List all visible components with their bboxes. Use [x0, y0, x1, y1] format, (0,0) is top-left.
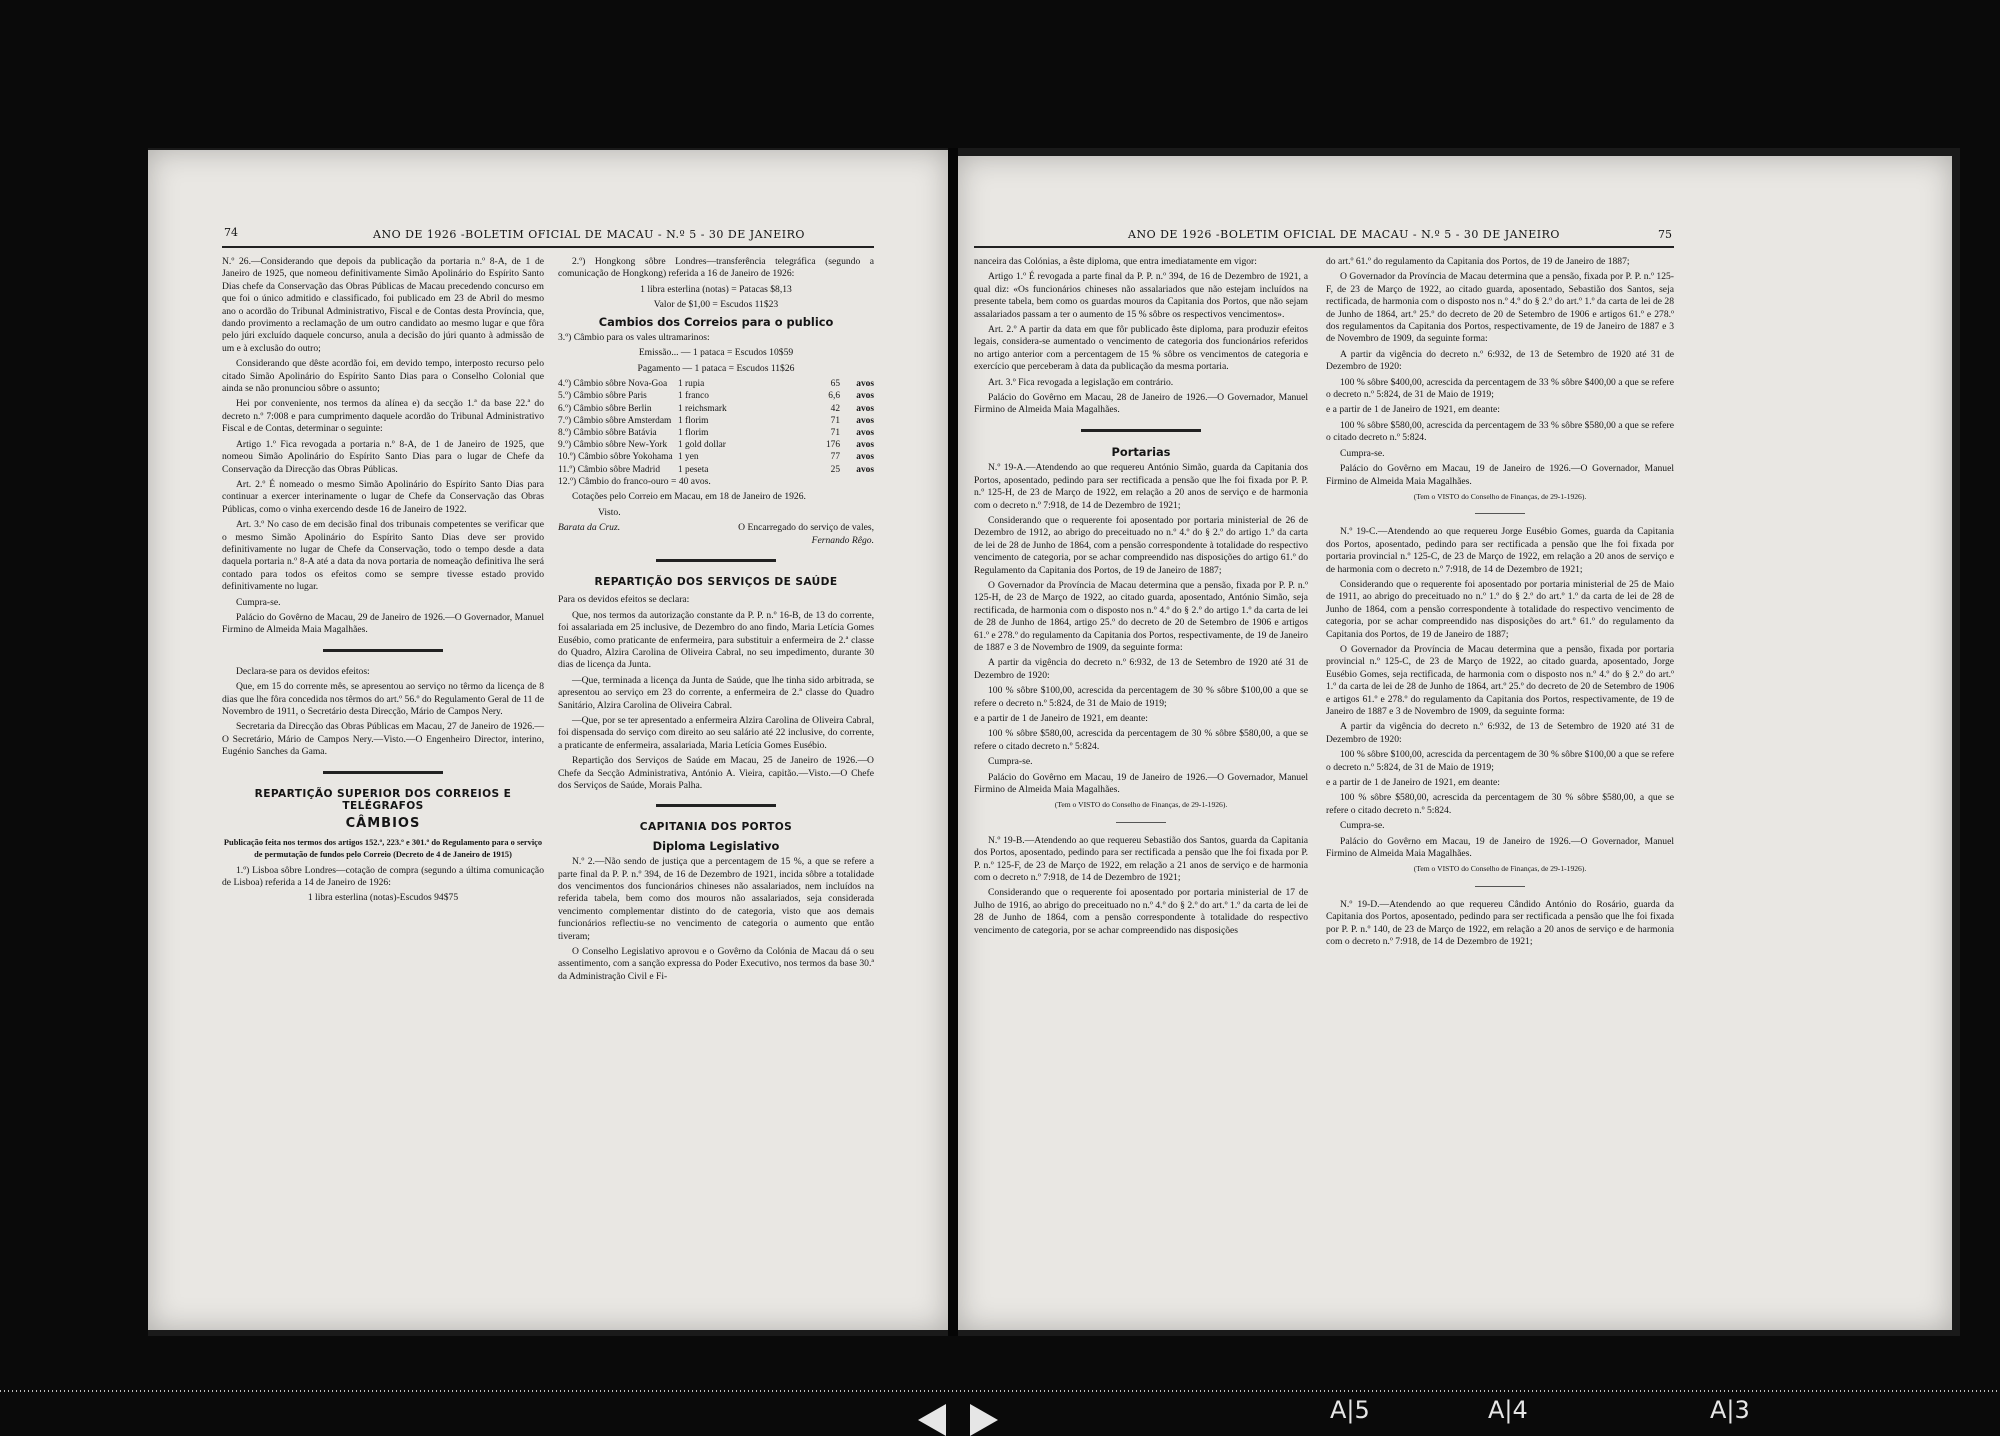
cambios-publico-title: Cambios dos Correios para o publico — [598, 314, 834, 329]
paragraph: Palácio do Govêrno de Macau, 29 de Janeiro de 1926.—O Governador, Manuel Firmino de Almeida Maia Magalhães. — [222, 611, 544, 636]
film-marker: A|5 — [1330, 1396, 1370, 1424]
rate-unit-avos: avos — [856, 415, 874, 426]
rate-place: 8.º) Câmbio sôbre Batávia — [558, 428, 657, 439]
paragraph: Art. 3.º No caso de em decisão final dos tribunais competentes se verificar que o mesmo Simão Apolinário do Espírito Santo Dias deve ser provido definitivamente no lugar de Chefe da Conservação, todo o tempo desde a data daquela portaria n.º 8-A até a data da nova portaria de nomeação definitiva lhe será contado para todos os efeitos como se sempre tivesse estado provido definitivamente no lugar. — [222, 519, 544, 593]
paragraph: do art.º 61.º do regulamento da Capitania dos Portos, de 19 de Janeiro de 1887; — [1326, 256, 1630, 267]
rate-place: 10.º) Câmbio sôbre Yokohama — [558, 452, 673, 463]
film-arrow-left-icon — [918, 1404, 946, 1436]
rate-unit: 1 franco — [678, 391, 709, 402]
encarregado-label: O Encarregado do serviço de vales, — [738, 522, 874, 534]
saude-section-title: REPARTIÇÃO DOS SERVIÇOS DE SAÚDE — [594, 575, 838, 588]
film-marker: A|4 — [1488, 1396, 1528, 1424]
signature-row — [558, 522, 874, 534]
paragraph: Cumpra-se. — [988, 756, 1033, 768]
header-rule — [222, 246, 874, 248]
rate-unit-avos: avos — [856, 391, 874, 402]
separator-rule — [1475, 886, 1525, 887]
paragraph: Palácio do Govêrno em Macau, 19 de Janeiro de 1926.—O Governador, Manuel Firmino de Almeida Maia Magalhães. — [974, 771, 1308, 796]
paragraph: N.º 2.—Não sendo de justiça que a percentagem de 15 %, a que se refere a parte final da P. P. n.º 394, de 16 de Dezembro de 1921, incida sôbre a totalidade dos vencimentos dos funcionários chineses não assalariados, nem incluídos na referida tabela, bem como dos mouros não assalariados, seja considerada vencimento complementar distinto do de categoria, visto que aos demais funcionários reflectiu-se no vencimento de categoria o aumento que então tiveram; — [558, 856, 874, 942]
rate-unit: 1 gold dollar — [678, 440, 726, 451]
film-arrow-right-icon — [970, 1404, 998, 1436]
section-rule — [656, 804, 776, 807]
paragraph: Que, em 15 do corrente mês, se apresentou ao serviço no têrmo da licença de 8 dias que lhe fôra concedida nos têrmos do art.º 56.º do Regulamento Geral de 11 de Novembro de 1911, o Secretário desta Direcção, Mário de Campos Nery. — [222, 681, 544, 717]
right-column-1 — [974, 256, 1308, 940]
section-rule — [323, 649, 443, 652]
paragraph: Art. 3.º Fica revogada a legislação em contrário. — [988, 376, 1174, 388]
paragraph: 100 % sôbre $400,00, acrescida da percentagem de 33 % sôbre $400,00 a que se refere o decreto n.º 5:824, de 31 de Maio de 1919; — [1326, 376, 1674, 401]
exchange-rate-row — [558, 378, 874, 390]
visto-note: (Tem o VISTO do Conselho de Finanças, de 29-1-1926). — [1413, 491, 1587, 501]
paragraph: N.º 19-C.—Atendendo ao que requereu Jorge Eusébio Gomes, guarda da Capitania dos Portos, aposentado, pedindo para ser rectificada a pensão que lhe foi fixada por portaria provincial n.º 125-C, de 23 de Março de 1922, em relação a 20 anos de serviço e de harmonia com o decreto n.º 7:918, de 14 de Dezembro de 1921; — [1326, 526, 1674, 575]
paragraph: O Conselho Legislativo aprovou e o Govêrno da Colónia de Macau dá o seu assentimento, com a sanção expressa do Poder Executivo, nos termos da base 30.ª da Administração Civil e Fi- — [558, 946, 874, 982]
left-column-2 — [558, 256, 874, 986]
rate-unit: 1 rupia — [678, 379, 705, 390]
centered-line: 1 libra esterlina (notas)-Escudos 94$75 — [307, 892, 459, 904]
paragraph: Hei por conveniente, nos termos da alínea e) da secção 1.ª da base 22.ª do decreto n.º 7:008 e para cumprimento daquele acordão do Tribunal Administrativo Fiscal e de Contas, determinar o seguinte: — [222, 398, 544, 435]
paragraph: 100 % sôbre $580,00, acrescida da percentagem de 33 % sôbre $580,00 a que se refere o citado decreto n.º 5:824. — [1326, 419, 1674, 444]
rate-unit-avos: avos — [856, 403, 874, 414]
paragraph: N.º 19-D.—Atendendo ao que requereu Cândido António do Rosário, guarda da Capitania dos Portos, aposentado, pedindo para ser rectificada a pensão que lhe foi fixada por P. P. n.º 140, de 23 de Março de 1922, em relação a 20 anos de serviço e de harmonia com o decreto n.º 7:918, de 14 de Dezembro de 1921; — [1326, 898, 1674, 948]
centered-line: Valor de $1,00 = Escudos 11$23 — [653, 299, 779, 311]
paragraph: Cumpra-se. — [236, 596, 281, 608]
page-number: 75 — [1658, 228, 1672, 241]
section-title: CÂMBIOS — [345, 816, 421, 832]
rate-unit: 1 peseta — [678, 464, 709, 475]
visto-note: (Tem o VISTO do Conselho de Finanças, de 29-1-1926). — [1413, 864, 1587, 874]
publication-note: Publicação feita nos termos dos artigos 152.º, 223.º e 301.º do Regulamento para o serviço de permutação de fundos pelo Correio (Decreto de 4 de Janeiro de 1915) — [223, 837, 543, 860]
paragraph: Palácio do Govêrno em Macau, 28 de Janeiro de 1926.—O Governador, Manuel Firmino de Almeida Maia Magalhães. — [974, 392, 1308, 416]
paragraph: Palácio do Govêrno em Macau, 19 de Janeiro de 1926.—O Governador, Manuel Firmino de Almeida Maia Magalhães. — [1326, 463, 1674, 487]
paragraph: Considerando que o requerente foi aposentado por portaria ministerial de 26 de Dezembro de 1912, ao abrigo do preceituado no n.º 4.º do § 2.º do artigo 1.º da carta de lei de 28 de Junho de 1864, com a pensão correspondente à totalidade do respectivo vencimento de categoria, por se achar compreendido nas disposições do artigo 61.º do Regulamento da Capitania dos Portos, de 19 de Janeiro de 1887; — [974, 514, 1308, 576]
paragraph: O Governador da Província de Macau determina que a pensão, fixada por portaria provincial n.º 125-C, de 23 de Março de 1922, ao citado guarda, aposentado, Jorge Eusébio Gomes, seja rectificada, de harmonia com o disposto nos n.º 4.º do § 2.º do art.º 1.º da carta de lei de 28 de Junho de 1864, art.º 25.º do decreto de 20 de Setembro de 1906 e artigos 61.º e 278.º do regulamento da Capitania dos Portos, respectivamente, de 19 de Janeiro de 1887 e 3 de Novembro de 1909, da seguinte forma: — [1326, 643, 1674, 717]
exchange-rate-row — [558, 390, 874, 402]
exchange-rate-row — [558, 439, 874, 451]
exchange-rate-row — [558, 464, 874, 476]
paragraph: Artigo 1.º Fica revogada a portaria n.º 8-A, de 1 de Janeiro de 1925, que nomeou Simão Apolinário do Espírito Santo Dias para o lugar de Chefe da Conservação da Direcção das Obras Públicas. — [222, 438, 544, 475]
paragraph: 100 % sôbre $100,00, acrescida da percentagem de 30 % sôbre $100,00 a que se refere o decreto n.º 5:824, de 31 de Maio de 1919; — [974, 685, 1308, 709]
rate-value: 25 — [830, 464, 840, 475]
paragraph: e a partir de 1 de Janeiro de 1921, em deante: — [1326, 777, 1500, 789]
paragraph: O Governador da Província de Macau determina que a pensão, fixada por P. P. n.º 125-F, de 23 de Março de 1922, ao citado guarda, aposentado, Sebastião dos Santos, seja rectificada, de harmonia com o disposto nos n.º 4.º do § 2.º do art.º 1.º da carta de lei de 28 de Junho de 1864, art.º 25.º do decreto de 20 de Setembro de 1906 e artigos 61.º e 278.º dos regulamentos da Capitania dos Portos, respectivamente, de 19 de Janeiro de 1887 e 3 de Novembro de 1909, da seguinte forma: — [1326, 271, 1674, 345]
page-number: 74 — [224, 226, 238, 239]
paragraph: A partir da vigência do decreto n.º 6:932, de 13 de Setembro de 1920 até 31 de Dezembro de 1920: — [1326, 348, 1674, 373]
rate-unit-avos: avos — [856, 464, 874, 475]
rate-value: 176 — [825, 440, 840, 451]
exchange-rate-row — [558, 403, 874, 415]
film-marker: A|3 — [1710, 1396, 1750, 1424]
paragraph: Declara-se para os devidos efeitos: — [236, 665, 370, 677]
running-head: ANO DE 1926 -BOLETIM OFICIAL DE MACAU - N.º 5 - 30 DE JANEIRO — [373, 228, 805, 241]
rate-place: 6.º) Câmbio sôbre Berlin — [558, 403, 652, 414]
emissao-rate: Emissão... — 1 pataca = Escudos 10$59 — [638, 347, 794, 359]
rate-value: 65 — [830, 379, 840, 390]
paragraph: Art. 2.º A partir da data em que fôr publicado êste diploma, para produzir efeitos legais, considera-se aumentado o vencimento de categoria dos funcionários referidos no artigo anterior com a percentagem de 15 % sôbre os vencimentos de categoria e exercício que perceberam à data da publicação da mesma portaria. — [974, 324, 1308, 373]
running-head: ANO DE 1926 -BOLETIM OFICIAL DE MACAU - N.º 5 - 30 DE JANEIRO — [1128, 228, 1560, 241]
franco-ouro-rate: 12.º) Câmbio do franco-ouro = 40 avos. — [558, 475, 711, 487]
section-rule — [656, 559, 776, 562]
signature-rego: Fernando Rêgo. — [811, 534, 874, 546]
film-edge-line — [0, 1390, 2000, 1392]
exchange-rate-row — [558, 415, 874, 427]
paragraph: 100 % sôbre $580,00, acrescida da percentagem de 30 % sôbre $580,00, a que se refere o citado decreto n.º 5:824. — [974, 728, 1308, 752]
paragraph: 100 % sôbre $100,00, acrescida da percentagem de 30 % sôbre $100,00 a que se refere o decreto n.º 5:824, de 31 de Maio de 1919; — [1326, 749, 1674, 773]
paragraph: Secretaria da Direcção das Obras Públicas em Macau, 27 de Janeiro de 1926.—O Secretário, Mário de Campos Nery.—Visto.—O Engenheiro Director, interino, Eugénio Sanches da Gama. — [222, 721, 544, 758]
cotacoes-date: Cotações pelo Correio em Macau, em 18 de Janeiro de 1926. — [572, 491, 806, 503]
diploma-title: Diploma Legislativo — [652, 838, 780, 853]
rate-unit: 1 reichsmark — [678, 403, 727, 414]
paragraph: Considerando que o requerente foi aposentado por portaria ministerial de 17 de Julho de 1916, ao abrigo do preceituado no n.º 4.º do § 2.º do art.º 1.º da carta de lei de 28 de Junho de 1864, com a pensão correspondente à totalidade do respectivo vencimento de categoria, por se achar compreendido nas disposições — [974, 887, 1308, 936]
rate-place: 11.º) Câmbio sôbre Madrid — [558, 464, 661, 475]
separator-rule — [1475, 513, 1525, 514]
page-75 — [958, 156, 1952, 1330]
section-rule — [1081, 429, 1201, 432]
paragraph: nanceira das Colónias, a êste diploma, que entra imediatamente em vigor: — [974, 256, 1257, 267]
rate-value: 42 — [830, 403, 840, 414]
header-rule — [974, 246, 1674, 248]
paragraph: 2.º) Hongkong sôbre Londres—transferência telegráfica (segundo a comunicação de Hongkong) referida a 16 de Janeiro de 1926: — [558, 256, 874, 280]
paragraph: Palácio do Govêrno em Macau, 19 de Janeiro de 1926.—O Governador, Manuel Firmino de Almeida Maia Magalhães. — [1326, 835, 1674, 860]
paragraph: O Governador da Província de Macau determina que a pensão, fixada por P. P. n.º 125-H, de 23 de Março de 1922, ao citado guarda, aposentado, António Simão, seja rectificada, de harmonia com o disposto nos n.º 4.º do § 2.º do artigo 1.º da carta de lei de 28 de Junho de 1864, artigo 25.º do decreto de 20 de Setembro de 1906 e artigos 61.º e 278.º do regulamento da Capitania dos Portos, respectivamente, de 19 de Janeiro de 1887 e 3 de Novembro de 1909, da seguinte forma: — [974, 579, 1308, 653]
rate-place: 9.º) Câmbio sôbre New-York — [558, 440, 668, 451]
exchange-rate-row — [558, 451, 874, 463]
page-74 — [148, 150, 948, 1330]
exchange-rate-row — [558, 427, 874, 439]
rate-unit: 1 florim — [678, 415, 709, 426]
section-rule — [323, 771, 443, 774]
visto: Visto. — [598, 506, 621, 518]
section-title: REPARTIÇÃO SUPERIOR DOS CORREIOS E TELÉGRAFOS — [254, 787, 512, 813]
paragraph: Considerando que o requerente foi aposentado por portaria ministerial de 25 de Maio de 1911, ao abrigo do preceituado no n.º 1.º do § 2.º do art.º 1.º da carta de lei de 28 de Junho de 1864, com a pensão correspondente à totalidade do respectivo vencimento de categoria, por se achar compreendido nas disposições do art.º 61.º do regulamento da Capitania dos Portos, de 19 de Janeiro de 1887; — [1326, 578, 1674, 640]
rate-place: 5.º) Câmbio sôbre Paris — [558, 391, 647, 402]
signature-barata: Barata da Cruz. — [558, 522, 621, 534]
rate-unit-avos: avos — [856, 440, 874, 451]
paragraph: Repartição dos Serviços de Saúde em Macau, 25 de Janeiro de 1926.—O Chefe da Secção Administrativa, António A. Vieira, capitão.—Visto.—O Chefe dos Serviços de Saúde, Morais Palha. — [558, 755, 874, 791]
rate-unit-avos: avos — [856, 428, 874, 439]
exchange-rate-list — [558, 378, 874, 476]
paragraph: Cumpra-se. — [1340, 820, 1385, 832]
rate-unit-avos: avos — [856, 452, 874, 463]
vales-intro: 3.º) Câmbio para os vales ultramarinos: — [558, 332, 710, 344]
rate-unit: 1 florim — [678, 428, 709, 439]
paragraph: Art. 2.º É nomeado o mesmo Simão Apolinário do Espírito Santo Dias para continuar a exercer interinamente o lugar de Chefe da Conservação das Obras Públicas, como o vinha exercendo desde 16 de Janeiro de 1922. — [222, 478, 544, 515]
paragraph: e a partir de 1 de Janeiro de 1921, em deante: — [1326, 404, 1500, 416]
paragraph: Que, nos termos da autorização constante da P. P. n.º 16-B, de 13 do corrente, foi assalariada em 25 inclusive, de Dezembro do ano findo, Maria Letícia Gomes Eusébio, como praticante de enfermeira, para substituir a enfermeira de 2.ª classe do Quadro, Alzira Carolina de Oliveira Cabral, no seu impedimento, durante 30 dias de licença da Junta. — [558, 609, 874, 671]
paragraph: —Que, terminada a licença da Junta de Saúde, que lhe tinha sido arbitrada, se apresentou ao serviço em 23 do corrente, a enfermeira de 2.ª classe do Quadro Sanitário, Alzira Carolina de Oliveira Cabral. — [558, 674, 874, 711]
rate-value: 71 — [830, 428, 840, 439]
visto-note: (Tem o VISTO do Conselho de Finanças, de 29-1-1926). — [1054, 800, 1228, 810]
paragraph: A partir da vigência do decreto n.º 6:932, de 13 de Setembro de 1920 até 31 de Dezembro de 1920: — [1326, 721, 1674, 745]
separator-rule — [1116, 822, 1166, 823]
paragraph: Artigo 1.º É revogada a parte final da P. P. n.º 394, de 16 de Dezembro de 1921, a qual diz: «Os funcionários chineses não assalariados que não estejam incluídos na presente tabela, bem como os guardas mouros da Capitania dos Portos, que não sejam assalariados passam a ter o aumento de 15 % sôbre os respectivos vencimentos». — [974, 271, 1308, 320]
rate-place: 4.º) Câmbio sôbre Nova-Goa — [558, 379, 668, 390]
paragraph: Considerando que dêste acordão foi, em devido tempo, interposto recurso pelo citado Simão Apolinário do Espírito Santo Dias para o Conselho Colonial que ainda se não pronunciou sôbre o assunto; — [222, 358, 544, 395]
portos-section-title: CAPITANIA DOS PORTOS — [639, 821, 793, 834]
paragraph: 100 % sôbre $580,00, acrescida da percentagem de 30 % sôbre $580,00, a que se refere o citado decreto n.º 5:824. — [1326, 792, 1674, 816]
paragraph: A partir da vigência do decreto n.º 6:932, de 13 de Setembro de 1920 até 31 de Dezembro de 1920: — [974, 657, 1308, 681]
paragraph: Cumpra-se. — [1340, 447, 1385, 459]
bulletin-spread — [148, 148, 1960, 1336]
subsection-title: Portarias — [1111, 444, 1171, 459]
paragraph: N.º 19-B.—Atendendo ao que requereu Sebastião dos Santos, guarda da Capitania dos Portos, aposentado, pedindo para ser rectificada a pensão que lhe foi fixada por P. P. n.º 125-F, de 23 de Março de 1922, em relação a 21 anos de serviço e de harmonia com o decreto n.º 7:918, de 14 de Dezembro de 1921; — [974, 834, 1308, 884]
rate-value: 77 — [830, 452, 840, 463]
rate-unit: 1 yen — [678, 452, 699, 463]
paragraph: N.º 26.—Considerando que depois da publicação da portaria n.º 8-A, de 1 de Janeiro de 1925, que nomeou definitivamente Simão Apolinário do Espírito Santo Dias chefe da Conservação das Obras Públicas de Macau precedendo concurso em que foi o único admitido e classificado, foi publicado em 23 de Abril do mesmo ano o acordão do Tribunal Administrativo, Fiscal e de Contas desta Província, que, dando provimento a reclamação de um outro candidato ao mesmo lugar e que fôra pelo júri excluído daquele concurso, anula a decisão do júri quanto à admissão de um e à exclusão do outro; — [222, 256, 544, 354]
pagamento-rate: Pagamento — 1 pataca = Escudos 11$26 — [637, 362, 795, 374]
left-column-1 — [222, 256, 544, 908]
centered-line: 1 libra esterlina (notas) = Patacas $8,13 — [640, 283, 792, 295]
paragraph: e a partir de 1 de Janeiro de 1921, em deante: — [974, 713, 1148, 724]
rate-unit-avos: avos — [856, 379, 874, 390]
rate-value: 6,6 — [828, 391, 840, 402]
paragraph: —Que, por se ter apresentado a enfermeira Alzira Carolina de Oliveira Cabral, foi dispensada do serviço com direito ao seu salário até 22 inclusive, do corrente, a praticante de enfermeira, assalariada, Maria Letícia Gomes Eusébio. — [558, 714, 874, 751]
paragraph: N.º 19-A.—Atendendo ao que requereu António Simão, guarda da Capitania dos Portos, aposentado, pedindo para ser rectificada a pensão que lhe foi fixada por P. P. n.º 125-H, de 23 de Março de 1922, em relação a 20 anos de serviço e de harmonia com o decreto n.º 7:918, de 14 de Dezembro de 1921; — [974, 462, 1308, 511]
rate-place: 7.º) Câmbio sôbre Amsterdam — [558, 415, 672, 426]
paragraph: 1.º) Lisboa sôbre Londres—cotação de compra (segundo a última comunicação de Lisboa) referida a 14 de Janeiro de 1926: — [222, 864, 544, 889]
right-column-2 — [1326, 256, 1674, 952]
book-gutter — [948, 148, 958, 1336]
rate-value: 71 — [830, 415, 840, 426]
paragraph: Para os devidos efeitos se declara: — [558, 594, 690, 606]
